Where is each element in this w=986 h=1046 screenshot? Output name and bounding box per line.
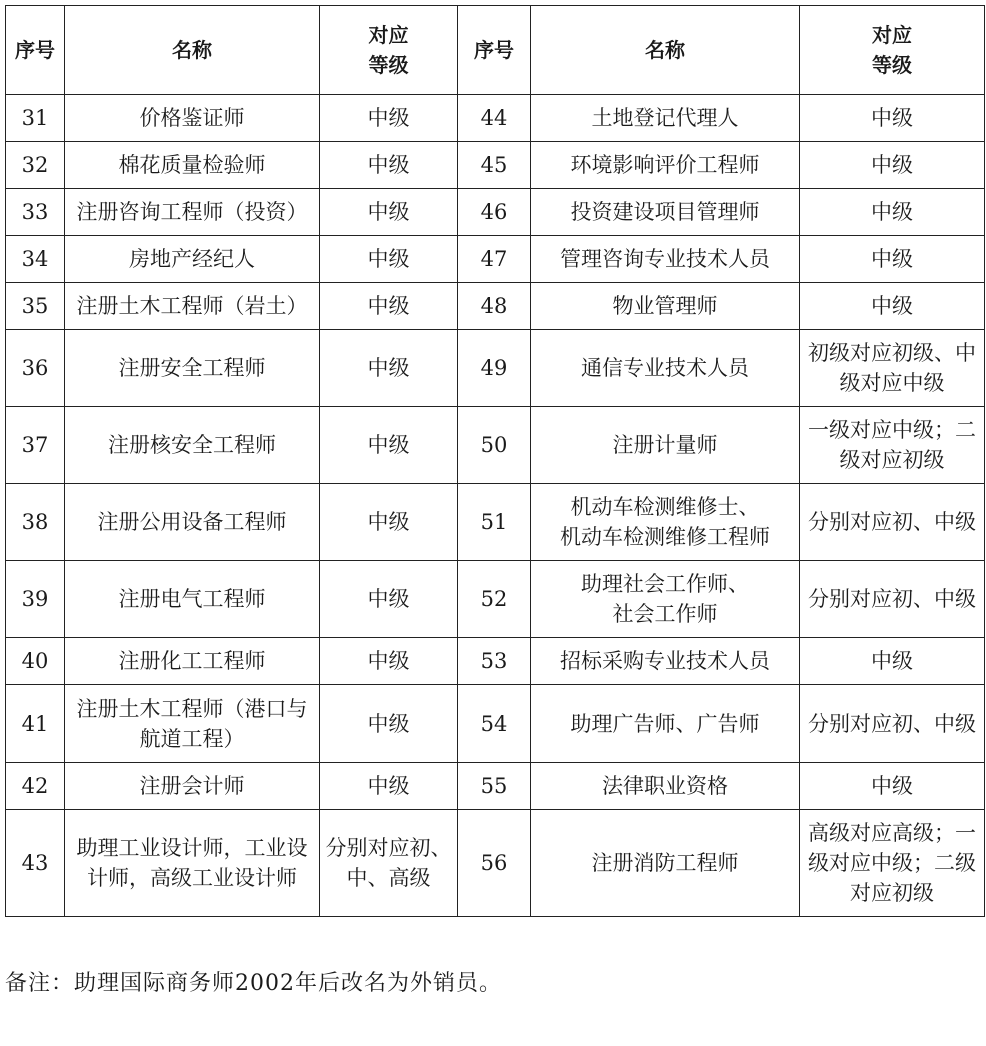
level-cell	[800, 484, 985, 561]
name-cell	[531, 763, 800, 810]
name-cell-line: 助理广告师、广告师	[570, 711, 760, 736]
table-row	[6, 330, 985, 407]
table-row	[6, 484, 985, 561]
level-cell-line: 中级	[871, 247, 913, 271]
name-cell	[531, 142, 800, 189]
level-cell-line: 中级	[871, 294, 913, 318]
level-cell-line: 中级	[367, 510, 410, 534]
seq-cell: 48	[458, 283, 531, 330]
name-cell	[65, 763, 320, 810]
level-cell-line: 对应初级	[850, 881, 934, 905]
header-seq-right: 序号	[458, 6, 531, 95]
header-level-line: 等级	[872, 53, 912, 77]
level-cell-line: 中级	[871, 153, 913, 177]
level-cell	[320, 484, 458, 561]
name-cell-line: 招标采购专业技术人员	[560, 649, 770, 673]
seq-cell: 45	[458, 142, 531, 189]
level-cell	[320, 561, 458, 638]
name-cell	[65, 810, 320, 917]
header-row	[6, 6, 985, 95]
level-cell-line: 中级	[367, 587, 410, 611]
level-cell-line: 中、高级	[346, 866, 431, 890]
name-cell	[531, 407, 800, 484]
level-cell	[320, 685, 458, 763]
table-row	[6, 810, 985, 917]
level-cell-line: 级对应初级	[839, 448, 945, 472]
level-cell	[320, 638, 458, 685]
header-seq-left: 序号	[6, 6, 65, 95]
table-row	[6, 283, 985, 330]
name-cell-line: 管理咨询专业技术人员	[560, 247, 770, 271]
table-row	[6, 407, 985, 484]
name-cell	[531, 561, 800, 638]
level-cell-line: 分别对应初、中级	[808, 510, 976, 534]
level-cell	[320, 189, 458, 236]
name-cell-line: 注册土木工程师（港口与	[76, 696, 308, 721]
table-row	[6, 763, 985, 810]
name-cell	[531, 283, 800, 330]
name-cell	[65, 561, 320, 638]
name-cell-line: 物业管理师	[612, 294, 718, 318]
level-cell-line: 中级	[367, 294, 410, 318]
name-cell	[531, 95, 800, 142]
level-cell	[320, 283, 458, 330]
level-cell	[320, 407, 458, 484]
level-cell	[800, 236, 985, 283]
level-cell-line: 中级	[367, 200, 410, 224]
name-cell-line: 计师，高级工业设计师	[87, 866, 297, 890]
seq-cell: 38	[6, 484, 65, 561]
seq-cell: 55	[458, 763, 531, 810]
seq-cell: 35	[6, 283, 65, 330]
name-cell-line: 法律职业资格	[602, 774, 728, 798]
level-cell-line: 中级	[871, 106, 913, 130]
name-cell	[531, 638, 800, 685]
name-cell-line: 注册核安全工程师	[108, 433, 276, 457]
name-cell-line: 注册化工工程师	[118, 649, 266, 673]
name-cell	[531, 810, 800, 917]
level-cell	[800, 638, 985, 685]
name-cell-line: 机动车检测维修工程师	[560, 525, 770, 549]
level-cell	[800, 189, 985, 236]
name-cell-line: 注册电气工程师	[118, 587, 266, 611]
seq-cell: 49	[458, 330, 531, 407]
name-cell-line: 通信专业技术人员	[581, 356, 749, 380]
name-cell	[65, 189, 320, 236]
name-cell	[65, 236, 320, 283]
level-cell-line: 级对应中级；二级	[808, 851, 976, 875]
header-level-line: 对应	[872, 23, 912, 47]
level-cell-line: 中级	[367, 649, 410, 673]
name-cell-line: 注册计量师	[612, 433, 718, 457]
name-cell-line: 投资建设项目管理师	[570, 200, 760, 224]
level-cell	[320, 763, 458, 810]
name-cell-line: 助理社会工作师、	[581, 572, 749, 596]
name-cell-line: 注册咨询工程师（投资）	[76, 200, 308, 224]
seq-cell: 42	[6, 763, 65, 810]
table-row	[6, 561, 985, 638]
seq-cell: 44	[458, 95, 531, 142]
seq-cell: 52	[458, 561, 531, 638]
level-cell	[800, 283, 985, 330]
name-cell-line: 注册消防工程师	[591, 851, 739, 875]
name-cell-line: 机动车检测维修士、	[570, 495, 760, 519]
name-cell	[65, 283, 320, 330]
name-cell	[65, 484, 320, 561]
level-cell-line: 一级对应中级；二	[808, 418, 976, 442]
level-cell	[800, 407, 985, 484]
seq-cell: 33	[6, 189, 65, 236]
level-cell-line: 中级	[367, 247, 410, 271]
seq-cell: 54	[458, 685, 531, 763]
level-cell-line: 中级	[367, 106, 410, 130]
level-cell	[320, 330, 458, 407]
header-name-right: 名称	[531, 6, 800, 95]
qualification-table	[5, 5, 985, 917]
name-cell-line: 注册安全工程师	[118, 356, 266, 380]
name-cell	[65, 330, 320, 407]
name-cell-line: 土地登记代理人	[591, 106, 739, 130]
level-cell	[800, 95, 985, 142]
level-cell	[800, 763, 985, 810]
header-level-right	[800, 6, 985, 95]
level-cell-line: 级对应中级	[839, 371, 945, 395]
level-cell-line: 中级	[871, 774, 913, 798]
table-body	[6, 95, 985, 917]
header-level-line: 等级	[368, 53, 409, 77]
footnote: 备注：助理国际商务师2002年后改名为外销员。	[5, 971, 502, 996]
seq-cell: 43	[6, 810, 65, 917]
table-row	[6, 236, 985, 283]
name-cell	[531, 236, 800, 283]
name-cell-line: 房地产经纪人	[129, 247, 255, 271]
level-cell-line: 中级	[367, 153, 410, 177]
level-cell-line: 中级	[367, 433, 410, 457]
seq-cell: 46	[458, 189, 531, 236]
name-cell-line: 棉花质量检验师	[118, 153, 266, 177]
level-cell-line: 中级	[367, 356, 410, 380]
name-cell	[65, 638, 320, 685]
seq-cell: 41	[6, 685, 65, 763]
name-cell-line: 注册会计师	[139, 774, 245, 798]
name-cell	[531, 330, 800, 407]
level-cell	[320, 142, 458, 189]
level-cell-line: 分别对应初、	[325, 836, 452, 860]
seq-cell: 40	[6, 638, 65, 685]
table-row	[6, 189, 985, 236]
level-cell	[800, 142, 985, 189]
name-cell-line: 注册公用设备工程师	[97, 510, 287, 534]
level-cell-line: 中级	[871, 649, 913, 673]
level-cell-line: 高级对应高级；一	[808, 821, 976, 845]
name-cell	[65, 95, 320, 142]
level-cell	[800, 810, 985, 917]
header-level-line: 对应	[368, 23, 409, 47]
level-cell-line: 中级	[871, 200, 913, 224]
table-row	[6, 638, 985, 685]
header-level-left	[320, 6, 458, 95]
header-name-left: 名称	[65, 6, 320, 95]
table-row	[6, 95, 985, 142]
name-cell	[531, 484, 800, 561]
seq-cell: 47	[458, 236, 531, 283]
level-cell-line: 初级对应初级、中	[808, 341, 976, 365]
name-cell	[531, 189, 800, 236]
level-cell-line: 分别对应初、中级	[808, 587, 976, 611]
level-cell	[800, 561, 985, 638]
table-row	[6, 685, 985, 763]
level-cell	[320, 95, 458, 142]
level-cell	[800, 330, 985, 407]
name-cell-line: 价格鉴证师	[139, 106, 245, 130]
seq-cell: 39	[6, 561, 65, 638]
level-cell-line: 分别对应初、中级	[808, 711, 976, 736]
name-cell-line: 航道工程）	[139, 726, 245, 751]
seq-cell: 51	[458, 484, 531, 561]
name-cell	[65, 142, 320, 189]
name-cell	[531, 685, 800, 763]
seq-cell: 34	[6, 236, 65, 283]
seq-cell: 53	[458, 638, 531, 685]
level-cell	[800, 685, 985, 763]
table-row	[6, 142, 985, 189]
name-cell-line: 注册土木工程师（岩土）	[76, 294, 308, 318]
seq-cell: 32	[6, 142, 65, 189]
seq-cell: 50	[458, 407, 531, 484]
name-cell-line: 助理工业设计师，工业设	[76, 836, 308, 860]
level-cell-line: 中级	[367, 774, 410, 798]
seq-cell: 31	[6, 95, 65, 142]
name-cell	[65, 685, 320, 763]
name-cell-line: 环境影响评价工程师	[570, 153, 760, 177]
seq-cell: 36	[6, 330, 65, 407]
level-cell	[320, 236, 458, 283]
name-cell-line: 社会工作师	[612, 602, 718, 626]
level-cell-line: 中级	[367, 711, 410, 736]
name-cell	[65, 407, 320, 484]
seq-cell: 37	[6, 407, 65, 484]
level-cell	[320, 810, 458, 917]
seq-cell: 56	[458, 810, 531, 917]
